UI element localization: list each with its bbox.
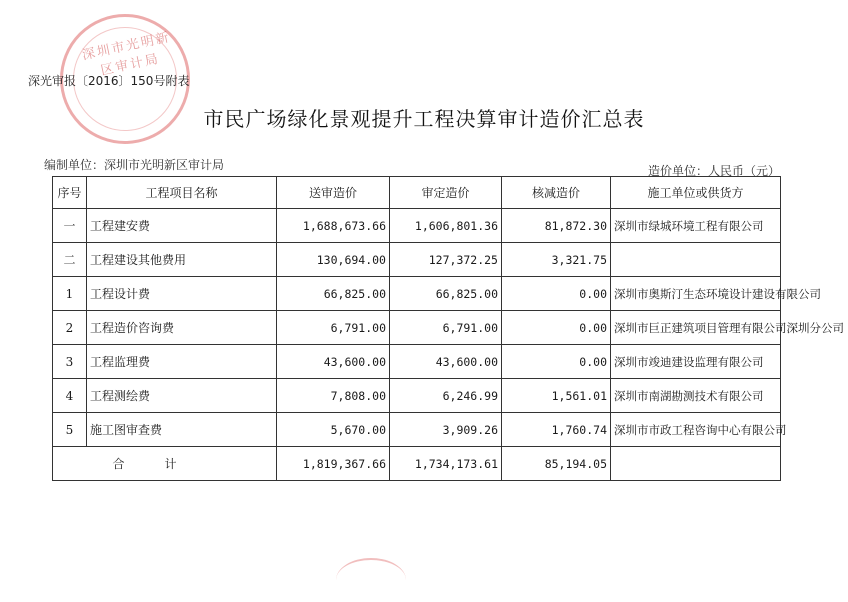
row-project-name: 工程监理费 bbox=[87, 345, 277, 379]
row-submitted-cost: 7,808.00 bbox=[277, 379, 390, 413]
row-index: 4 bbox=[53, 379, 87, 413]
total-approved-cost: 1,734,173.61 bbox=[390, 447, 502, 481]
header-index: 序号 bbox=[53, 177, 87, 209]
table-header-row bbox=[53, 177, 781, 209]
table-row bbox=[53, 379, 781, 413]
row-contractor: 深圳市市政工程咨询中心有限公司 bbox=[611, 413, 781, 447]
header-reduced-cost: 核减造价 bbox=[502, 177, 611, 209]
page-title: 市民广场绿化景观提升工程决算审计造价汇总表 bbox=[203, 107, 645, 131]
row-submitted-cost: 1,688,673.66 bbox=[277, 209, 390, 243]
row-index: 1 bbox=[53, 277, 87, 311]
row-reduced-cost: 0.00 bbox=[502, 277, 611, 311]
row-submitted-cost: 66,825.00 bbox=[277, 277, 390, 311]
total-contractor-empty bbox=[611, 447, 781, 481]
document-reference: 深光审报〔2016〕150号附表 bbox=[28, 74, 190, 88]
row-contractor: 深圳市南湖勘测技术有限公司 bbox=[611, 379, 781, 413]
table-row bbox=[53, 209, 781, 243]
row-contractor: 深圳市竣迪建设监理有限公司 bbox=[611, 345, 781, 379]
header-approved-cost: 审定造价 bbox=[390, 177, 502, 209]
row-project-name: 工程建安费 bbox=[87, 209, 277, 243]
row-contractor: 深圳市巨正建筑项目管理有限公司深圳分公司 bbox=[611, 311, 781, 345]
total-reduced-cost: 85,194.05 bbox=[502, 447, 611, 481]
row-reduced-cost: 0.00 bbox=[502, 311, 611, 345]
row-project-name: 工程建设其他费用 bbox=[87, 243, 277, 277]
row-submitted-cost: 43,600.00 bbox=[277, 345, 390, 379]
seal-text: 深圳市光明新区审计局 bbox=[80, 29, 173, 79]
table-row bbox=[53, 277, 781, 311]
header-contractor: 施工单位或供货方 bbox=[611, 177, 781, 209]
header-project-name: 工程项目名称 bbox=[87, 177, 277, 209]
bottom-seal-fragment bbox=[336, 558, 406, 602]
row-approved-cost: 1,606,801.36 bbox=[390, 209, 502, 243]
row-index: 2 bbox=[53, 311, 87, 345]
row-index: 5 bbox=[53, 413, 87, 447]
row-approved-cost: 43,600.00 bbox=[390, 345, 502, 379]
row-index: 一 bbox=[53, 209, 87, 243]
row-contractor: 深圳市绿城环境工程有限公司 bbox=[611, 209, 781, 243]
table-row bbox=[53, 311, 781, 345]
row-reduced-cost: 1,760.74 bbox=[502, 413, 611, 447]
table-total-row bbox=[53, 447, 781, 481]
row-approved-cost: 3,909.26 bbox=[390, 413, 502, 447]
row-project-name: 工程测绘费 bbox=[87, 379, 277, 413]
row-contractor bbox=[611, 243, 781, 277]
row-index: 3 bbox=[53, 345, 87, 379]
row-reduced-cost: 81,872.30 bbox=[502, 209, 611, 243]
total-submitted-cost: 1,819,367.66 bbox=[277, 447, 390, 481]
row-submitted-cost: 130,694.00 bbox=[277, 243, 390, 277]
header-submitted-cost: 送审造价 bbox=[277, 177, 390, 209]
row-project-name: 工程造价咨询费 bbox=[87, 311, 277, 345]
row-approved-cost: 6,791.00 bbox=[390, 311, 502, 345]
row-reduced-cost: 1,561.01 bbox=[502, 379, 611, 413]
row-submitted-cost: 5,670.00 bbox=[277, 413, 390, 447]
table-row bbox=[53, 243, 781, 277]
table-row bbox=[53, 345, 781, 379]
row-approved-cost: 66,825.00 bbox=[390, 277, 502, 311]
row-contractor: 深圳市奥斯汀生态环境设计建设有限公司 bbox=[611, 277, 781, 311]
row-index: 二 bbox=[53, 243, 87, 277]
row-reduced-cost: 0.00 bbox=[502, 345, 611, 379]
total-label: 合计 bbox=[53, 447, 277, 481]
row-approved-cost: 6,246.99 bbox=[390, 379, 502, 413]
row-project-name: 工程设计费 bbox=[87, 277, 277, 311]
prepared-by: 编制单位：深圳市光明新区审计局 bbox=[44, 158, 225, 172]
row-reduced-cost: 3,321.75 bbox=[502, 243, 611, 277]
cost-summary-table bbox=[52, 176, 844, 481]
row-submitted-cost: 6,791.00 bbox=[277, 311, 390, 345]
row-approved-cost: 127,372.25 bbox=[390, 243, 502, 277]
currency-unit: 造价单位：人民币（元） bbox=[647, 164, 780, 178]
table-row bbox=[53, 413, 781, 447]
row-project-name: 施工图审查费 bbox=[87, 413, 277, 447]
